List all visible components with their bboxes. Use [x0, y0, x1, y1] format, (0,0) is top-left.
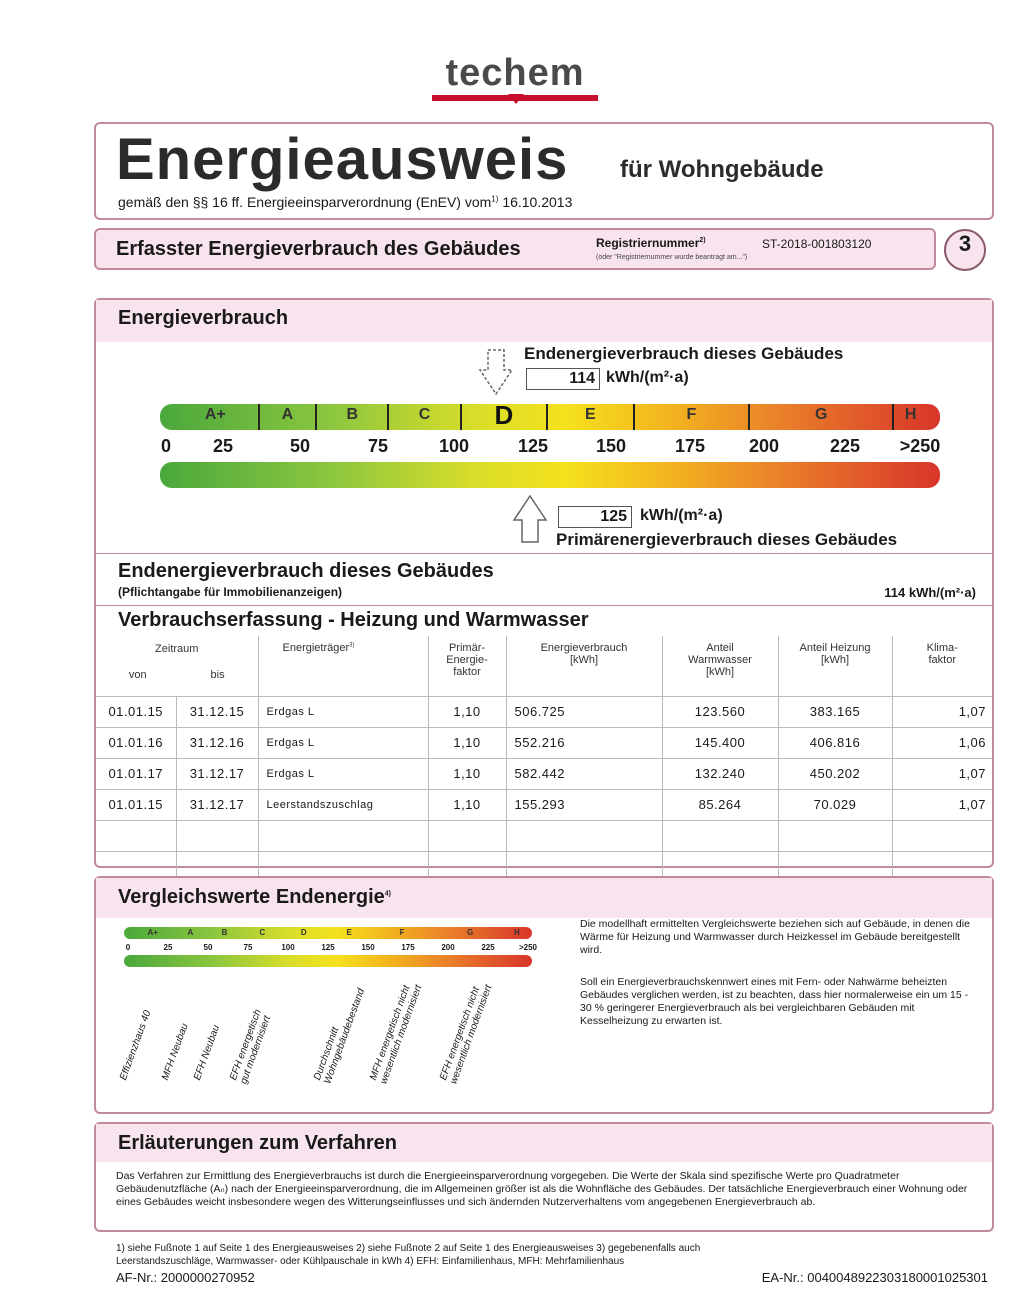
comparison-class-h: H: [514, 928, 520, 937]
end-energy-value: 114: [526, 368, 600, 390]
comparison-tick: 175: [401, 943, 415, 952]
table-row: [96, 727, 992, 758]
comparison-tick: 200: [441, 943, 455, 952]
comparison-title: [118, 886, 391, 909]
cell-from: 01.01.17: [96, 758, 176, 789]
comparison-label: Durchschnitt Wohngebäudebestand: [312, 987, 368, 1086]
end-energy-label: Endenergieverbrauch dieses Gebäudes: [524, 344, 844, 363]
registration-label-text: Registriernummer: [596, 236, 700, 250]
carrier-header: [258, 636, 428, 696]
comparison-label: EFH energetisch nicht wesentlich modernisiert: [438, 983, 495, 1086]
energy-class-e: E: [585, 406, 596, 423]
comparison-label: EFH Neubau: [192, 1023, 223, 1082]
energy-class-g: G: [815, 406, 828, 423]
recording-title: Verbrauchserfassung - Heizung und Warmwasser: [118, 609, 589, 631]
factor-header: Primär- Energie- faktor: [428, 636, 506, 696]
law-date: 16.10.2013: [502, 194, 573, 210]
comparison-tick: 0: [125, 943, 131, 952]
comparison-sup: 4): [384, 890, 392, 898]
class-divider: [315, 404, 317, 430]
end-energy-arrow-icon: [478, 348, 514, 396]
primary-energy-unit: kWh/(m²·a): [640, 507, 723, 524]
primary-energy-value: 125: [558, 506, 632, 528]
techem-logo: techem: [445, 52, 585, 94]
cell-heating: 70.029: [778, 789, 892, 820]
law-prefix: gemäß den §§ 16 ff. Energieeinsparverordnung (EnEV) vom: [118, 194, 492, 210]
class-divider: [633, 404, 635, 430]
class-divider: [460, 404, 462, 430]
ea-number: EA-Nr.: 0040048922303180001025301: [761, 1270, 988, 1285]
comparison-label: EFH energetisch gut modernisiert: [228, 1008, 274, 1086]
af-number: AF-Nr.: 2000000270952: [116, 1270, 255, 1285]
comparison-label: Effizienzhaus 40: [118, 1009, 154, 1082]
carrier-sup: 3): [349, 642, 355, 649]
energy-class-c: C: [418, 406, 431, 423]
explanation-title: Erläuterungen zum Verfahren: [118, 1132, 397, 1154]
cell-from: 01.01.16: [96, 727, 176, 758]
period-label: Zeitraum: [155, 643, 199, 655]
carrier-label: Energieträger: [282, 642, 350, 654]
cell-climate: 1,07: [892, 758, 992, 789]
comparison-label: MFH energetisch nicht wesentlich modernisiert: [368, 983, 425, 1086]
energy-class-f: F: [686, 406, 697, 423]
comparison-tick: 125: [321, 943, 335, 952]
comparison-class-c: C: [259, 928, 266, 937]
page-number-badge: 3: [944, 229, 986, 271]
scale-tick: 50: [289, 436, 311, 456]
mandatory-value: 114 kWh/(m²·a): [884, 585, 976, 600]
comparison-tick: 25: [163, 943, 173, 952]
class-divider: [258, 404, 260, 430]
energy-class-d: D: [494, 400, 514, 430]
comparison-class-a: A: [187, 928, 194, 937]
primary-energy-label: Primärenergieverbrauch dieses Gebäudes: [556, 530, 898, 549]
registration-section-title: Erfasster Energieverbrauch des Gebäudes: [116, 238, 521, 260]
cell-consumption: 552.216: [506, 727, 662, 758]
cell-consumption: 582.442: [506, 758, 662, 789]
cell-climate: 1,07: [892, 789, 992, 820]
registration-sup: 2): [699, 237, 706, 244]
cell-water: 123.560: [662, 696, 778, 727]
page-subtitle: für Wohngebäude: [620, 156, 824, 183]
cell-from: 01.01.15: [96, 789, 176, 820]
cell-factor: 1,10: [428, 727, 506, 758]
end-energy-unit: kWh/(m²·a): [606, 369, 689, 386]
cell-water: 145.400: [662, 727, 778, 758]
class-divider: [546, 404, 548, 430]
comparison-title-text: Vergleichswerte Endenergie: [118, 886, 385, 908]
cell-factor: 1,10: [428, 696, 506, 727]
energy-class-h: H: [904, 406, 917, 423]
cell-heating: 406.816: [778, 727, 892, 758]
to-label: bis: [210, 669, 225, 681]
cell-to: 31.12.16: [176, 727, 258, 758]
comparison-text-1: Die modellhaft ermittelten Vergleichswerte beziehen sich auf Gebäude, in denen die Wärme für Heizung und Warmwasser durch Heizkessel im Gebäude bereitgestellt wird.: [580, 918, 970, 956]
mandatory-title: Endenergieverbrauch dieses Gebäudes: [118, 560, 494, 582]
energy-class-a: A: [281, 406, 294, 423]
water-header: Anteil Warmwasser [kWh]: [662, 636, 778, 696]
cell-climate: 1,07: [892, 696, 992, 727]
scale-tick: 100: [438, 436, 470, 456]
energy-gradient-bar: [160, 462, 940, 488]
comparison-tick: 225: [481, 943, 495, 952]
divider: [96, 605, 992, 606]
comparison-text-2: Soll ein Energieverbrauchskennwert eines mit Fern- oder Nahwärme beheizten Gebäudes verglichen werden, ist zu beachten, dass hier normalerweise ein um 15 - 30 % geringerer Energieverbrauch als bei vergleichbaren Gebäuden mit Kesselheizung zu erwarten ist.: [580, 976, 969, 1027]
primary-energy-arrow-icon: [512, 494, 548, 546]
heating-header: Anteil Heizung [kWh]: [778, 636, 892, 696]
consumption-header-col: Energieverbrauch [kWh]: [506, 636, 662, 696]
cell-carrier: Erdgas L: [258, 696, 428, 727]
divider: [96, 553, 992, 554]
scale-tick: 125: [517, 436, 549, 456]
class-divider: [387, 404, 389, 430]
scale-tick: 0: [160, 436, 171, 456]
comparison-gradient-bar: [124, 955, 532, 967]
class-divider: [892, 404, 894, 430]
scale-tick: >250: [899, 436, 941, 456]
cell-heating: 450.202: [778, 758, 892, 789]
comparison-class-e: E: [346, 928, 352, 937]
energy-class-b: B: [346, 406, 359, 423]
cell-consumption: 155.293: [506, 789, 662, 820]
law-sup: 1): [491, 194, 499, 204]
comparison-tick: 100: [281, 943, 295, 952]
comparison-label: MFH Neubau: [160, 1022, 191, 1082]
comparison-class-f: F: [399, 928, 405, 937]
from-label: von: [128, 669, 147, 681]
scale-tick: 25: [212, 436, 234, 456]
footnotes-line-2: Leerstandszuschläge, Warmwasser- oder Kühlpauschale in kWh 4) EFH: Einfamilienhaus, MFH: Mehrfamilienhaus: [116, 1256, 625, 1267]
cell-factor: 1,10: [428, 789, 506, 820]
table-row: [96, 758, 992, 789]
scale-tick: 150: [595, 436, 627, 456]
comparison-class-g: G: [466, 928, 474, 937]
consumption-section-title: Energieverbrauch: [118, 307, 289, 329]
cell-water: 132.240: [662, 758, 778, 789]
consumption-table: [96, 636, 992, 882]
climate-header: Klima- faktor: [892, 636, 992, 696]
comparison-class-b: B: [221, 928, 228, 937]
registration-number: ST-2018-001803120: [762, 237, 872, 251]
scale-tick: 200: [748, 436, 780, 456]
comparison-class-aplus: A+: [147, 928, 158, 937]
cell-carrier: Erdgas L: [258, 727, 428, 758]
comparison-tick: 50: [203, 943, 213, 952]
explanation-text: Das Verfahren zur Ermittlung des Energieverbrauchs ist durch die Energieeinsparverordnung vorgegeben. Die Werte der Skala sind spezifische Werte pro Quadratmeter Gebäudenutzfläche (Aₙ) nach der Energieeinsparverordnung, die im Allgemeinen größer ist als die Wohnfläche des Gebäudes. Der tatsächliche Energieverbrauch einer Wohnung oder eines Gebäudes weicht insbesondere wegen des Witterungseinflusses und sich ändernden Nutzerverhaltens vom angegebenen Energieverbrauch ab.: [116, 1170, 968, 1208]
registration-note: (oder "Registriernummer wurde beantragt am..."): [596, 254, 748, 261]
comparison-tick: >250: [518, 943, 538, 952]
cell-to: 31.12.17: [176, 758, 258, 789]
logo-notch: [508, 94, 524, 104]
registration-label: [596, 236, 706, 250]
table-row: [96, 696, 992, 727]
cell-water: 85.264: [662, 789, 778, 820]
footnotes-line-1: 1) siehe Fußnote 1 auf Seite 1 des Energieausweises 2) siehe Fußnote 2 auf Seite 1 des Energieausweises 3) gegebenenfalls auch: [116, 1243, 701, 1254]
scale-tick: 175: [674, 436, 706, 456]
page-title: Energieausweis: [116, 127, 569, 192]
cell-from: 01.01.15: [96, 696, 176, 727]
mandatory-subtitle: (Pflichtangabe für Immobilienanzeigen): [118, 585, 343, 599]
law-reference: [118, 194, 572, 210]
cell-to: 31.12.17: [176, 789, 258, 820]
cell-consumption: 506.725: [506, 696, 662, 727]
comparison-class-d: D: [300, 928, 307, 937]
cell-heating: 383.165: [778, 696, 892, 727]
cell-climate: 1,06: [892, 727, 992, 758]
scale-tick: 225: [829, 436, 861, 456]
energy-class-aplus: A+: [204, 406, 226, 423]
cell-factor: 1,10: [428, 758, 506, 789]
period-header: [96, 636, 258, 696]
comparison-tick: 75: [243, 943, 253, 952]
scale-tick: 75: [367, 436, 389, 456]
cell-carrier: Erdgas L: [258, 758, 428, 789]
class-divider: [748, 404, 750, 430]
comparison-tick: 150: [361, 943, 375, 952]
cell-to: 31.12.15: [176, 696, 258, 727]
table-row: [96, 789, 992, 820]
cell-carrier: Leerstandszuschlag: [258, 789, 428, 820]
